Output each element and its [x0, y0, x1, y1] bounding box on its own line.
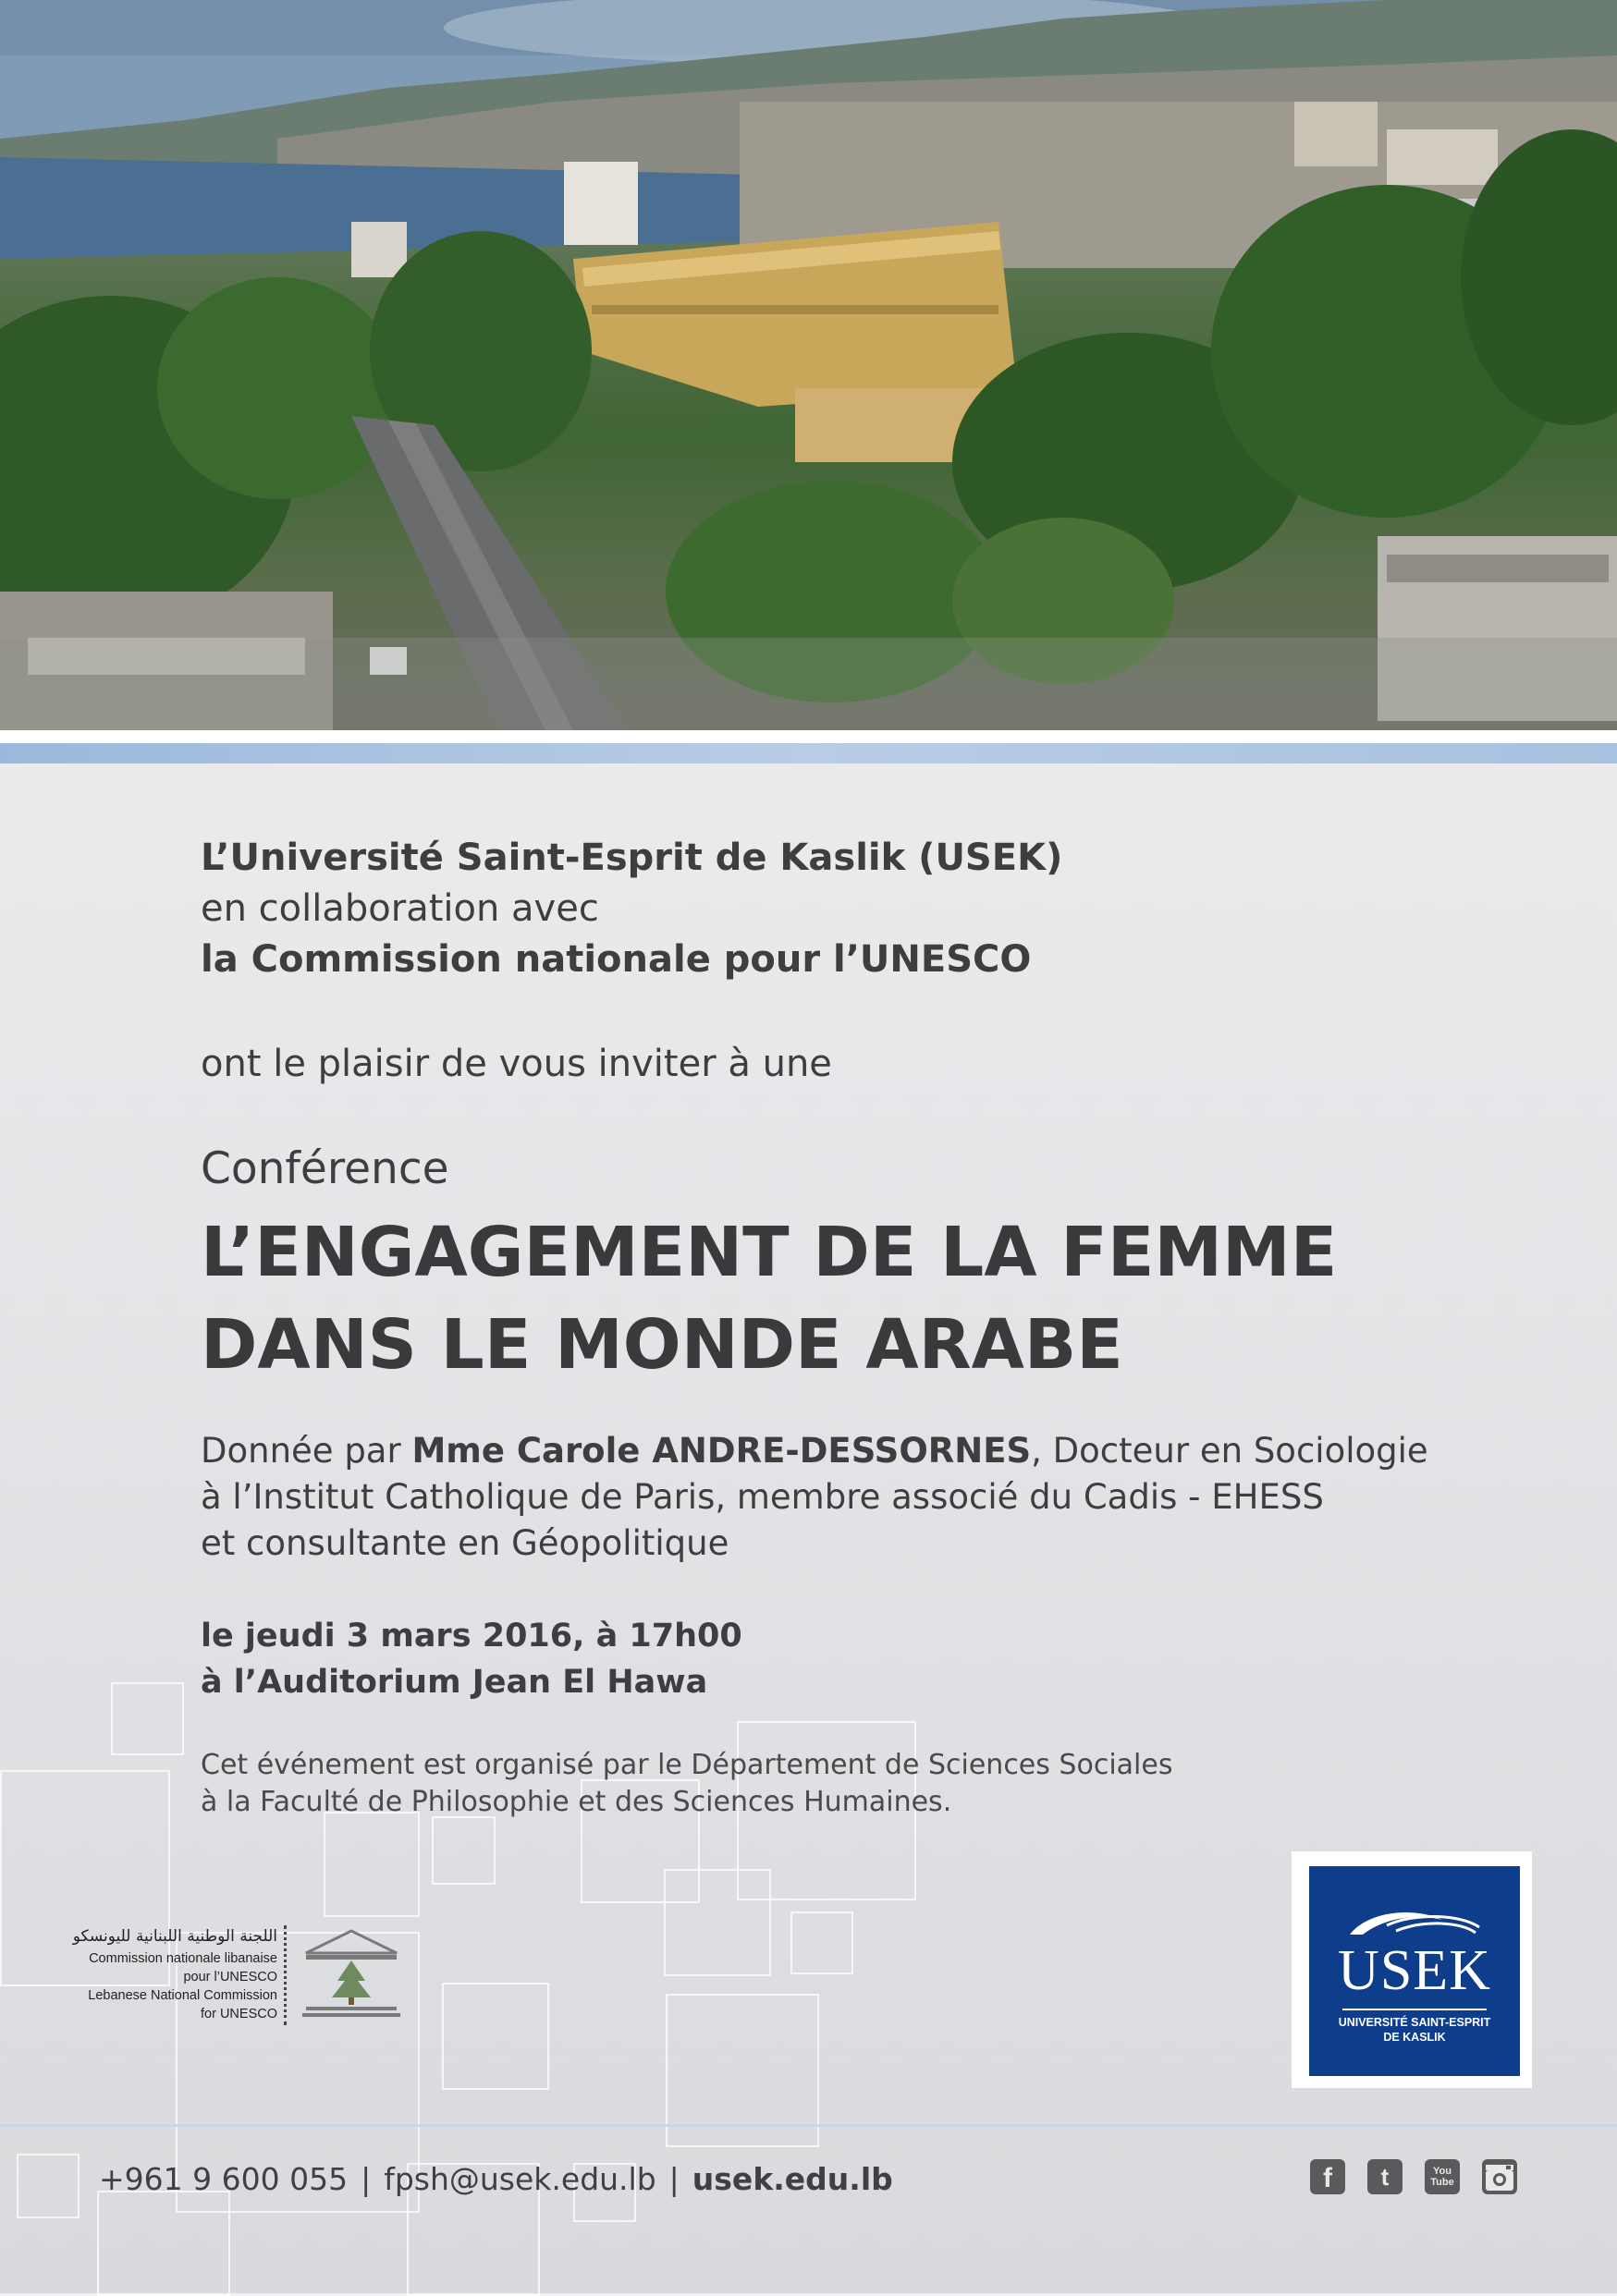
unesco-dotted-divider: [284, 1925, 287, 2025]
decor-square: [17, 2154, 80, 2218]
usek-wordmark: USEK: [1338, 1939, 1491, 2002]
speaker-role: et consultante en Géopolitique: [201, 1523, 729, 1563]
event-type: Conférence: [201, 1143, 449, 1194]
event-title-line-2: DANS LE MONDE ARABE: [201, 1305, 1123, 1385]
decor-square: [97, 2191, 230, 2296]
organizer-note: [201, 1747, 1172, 1821]
organizer-line-1: Cet événement est organisé par le Département de Sciences Sociales: [201, 1749, 1173, 1781]
divider-white: [0, 730, 1617, 743]
given-by-label: Donnée par: [201, 1431, 401, 1471]
event-date: le jeudi 3 mars 2016, à 17h00: [201, 1618, 742, 1655]
contact-separator: |: [361, 2161, 372, 2197]
contact-email[interactable]: fpsh@usek.edu.lb: [384, 2161, 656, 2197]
speaker-affiliation: à l’Institut Catholique de Paris, membre associé du Cadis - EHESS: [201, 1477, 1324, 1517]
youtube-icon[interactable]: [1425, 2159, 1460, 2194]
decor-square: [442, 1983, 549, 2090]
decor-square: [664, 1869, 771, 1976]
decor-square: [432, 1816, 496, 1885]
collaboration-text: en collaboration avec: [201, 887, 599, 930]
unesco-temple-icon: [300, 1929, 402, 2021]
campus-photo: [0, 0, 1617, 730]
usek-logo: [1309, 1866, 1520, 2076]
usek-subtitle-2: DE KASLIK: [1383, 2031, 1446, 2044]
unesco-en-line-2: for UNESCO: [201, 2007, 277, 2021]
event-title-line-1: L’ENGAGEMENT DE LA FEMME: [201, 1213, 1338, 1292]
decor-square: [111, 1682, 184, 1755]
unesco-fr-line-1: Commission nationale libanaise: [89, 1951, 277, 1966]
instagram-icon[interactable]: [1482, 2159, 1517, 2194]
speaker-info: [201, 1428, 1476, 1567]
event-venue: à l’Auditorium Jean El Hawa: [201, 1664, 708, 1701]
youtube-icon-bottom: Tube: [1430, 2177, 1454, 2188]
speaker-name: Mme Carole ANDRE-DESSORNES: [411, 1431, 1032, 1471]
youtube-icon-top: You: [1433, 2166, 1452, 2177]
facebook-icon[interactable]: f: [1310, 2159, 1345, 2194]
contact-phone[interactable]: +961 9 600 055: [99, 2161, 349, 2197]
event-title: [201, 1206, 1337, 1391]
unesco-en-line-1: Lebanese National Commission: [88, 1988, 277, 2003]
instagram-glyph: [1482, 2159, 1517, 2194]
contact-separator: |: [668, 2161, 680, 2197]
host-university: L’Université Saint-Esprit de Kaslik (USEK): [201, 837, 1063, 879]
unesco-arabic-name: اللجنة الوطنية اللبنانية لليونسكو: [72, 1927, 277, 1946]
contact-bar: [99, 2161, 893, 2197]
speaker-title: , Docteur en Sociologie: [1031, 1431, 1428, 1471]
usek-logo-rule: [1342, 2009, 1487, 2010]
invitation-text: ont le plaisir de vous inviter à une: [201, 1043, 832, 1085]
twitter-icon[interactable]: t: [1367, 2159, 1403, 2194]
unesco-commission-logo: [55, 1918, 407, 2029]
event-when-where: [201, 1613, 742, 1705]
usek-subtitle-1: UNIVERSITÉ SAINT-ESPRIT: [1338, 2016, 1491, 2029]
organizer-line-2: à la Faculté de Philosophie et des Sciences Humaines.: [201, 1786, 952, 1818]
decor-square: [324, 1812, 420, 1917]
footer-rule: [0, 2124, 1617, 2127]
divider-blue-band: [0, 743, 1617, 763]
decor-square: [790, 1911, 853, 1974]
unesco-fr-line-2: pour l’UNESCO: [183, 1970, 277, 1985]
contact-website[interactable]: usek.edu.lb: [692, 2161, 893, 2197]
partner-organization: la Commission nationale pour l’UNESCO: [201, 938, 1032, 981]
